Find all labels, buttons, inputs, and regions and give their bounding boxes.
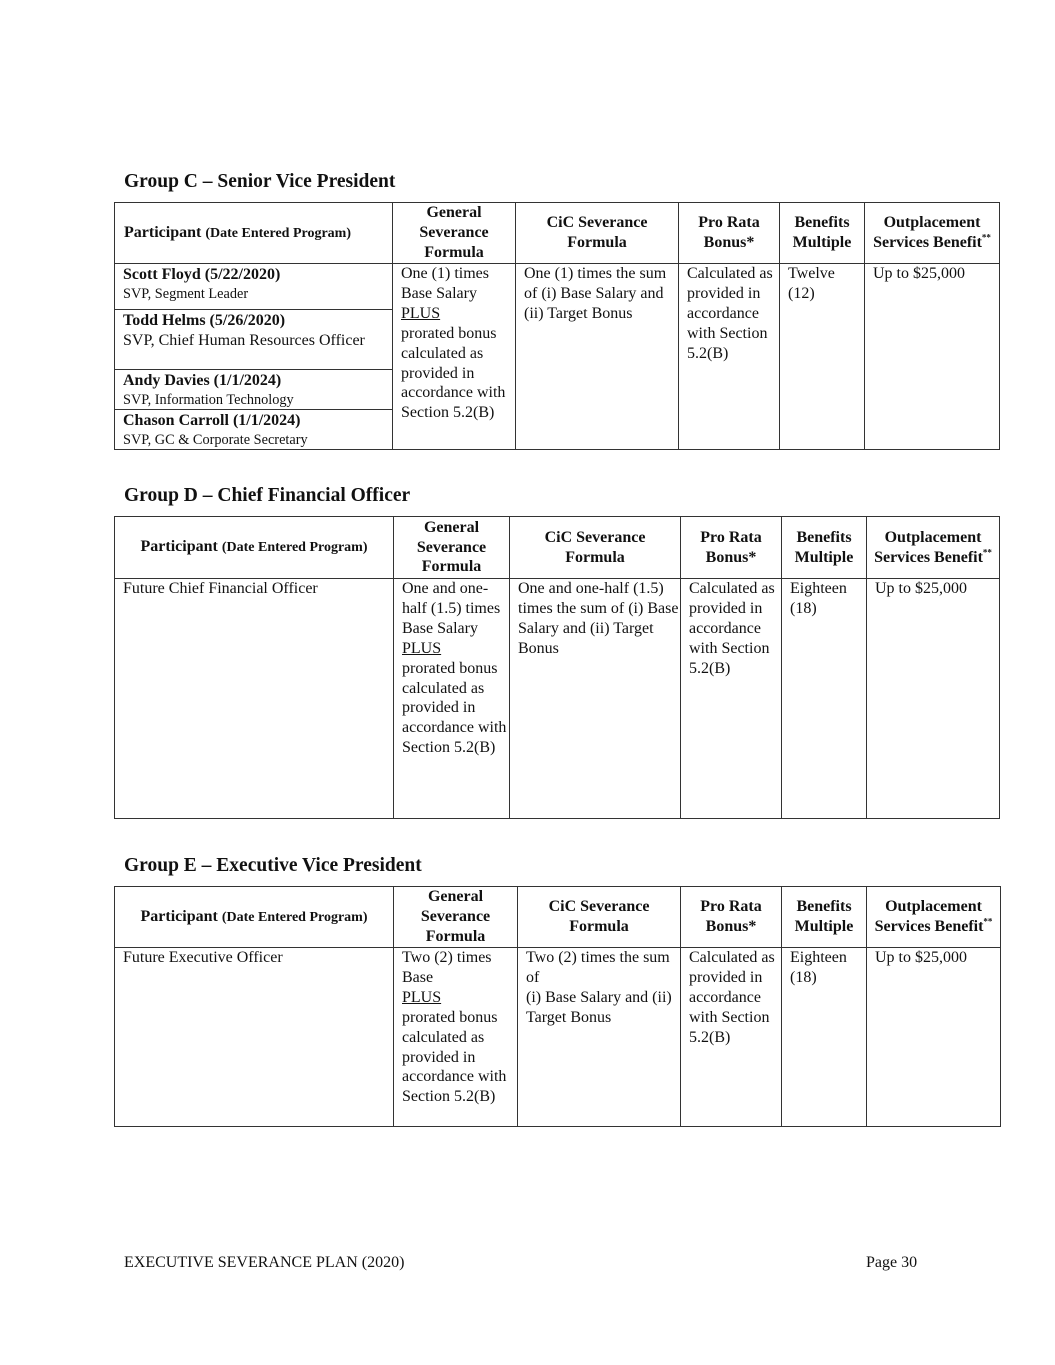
participant-header: Participant (Date Entered Program) — [115, 517, 394, 579]
general-severance-cell: Two (2) times Base PLUS prorated bonus calculated as provided in accordance with Section 5.2(B) — [394, 948, 518, 1127]
benefits-multiple-cell: Twelve (12) — [780, 264, 865, 450]
outplacement-cell: Up to $25,000 — [867, 579, 1000, 819]
cic-severance-header: CiC Severance Formula — [516, 203, 679, 264]
cic-severance-header: CiC Severance Formula — [518, 887, 681, 948]
general-severance-cell: One (1) times Base Salary PLUS prorated bonus calculated as provided in accordance with Section 5.2(B) — [393, 264, 516, 450]
cic-severance-cell: One and one-half (1.5) times the sum of (i) Base Salary and (ii) Target Bonus — [510, 579, 681, 819]
benefits-multiple-header: Benefits Multiple — [782, 517, 867, 579]
header-row — [115, 887, 1001, 948]
outplacement-header: Outplacement Services Benefit** — [865, 203, 1000, 264]
participant-cell: Todd Helms (5/26/2020) SVP, Chief Human Resources Officer — [115, 310, 393, 370]
table-row — [115, 579, 1000, 819]
participant-cell: Scott Floyd (5/22/2020) SVP, Segment Leader — [115, 264, 393, 310]
cic-severance-cell: One (1) times the sum of (i) Base Salary and (ii) Target Bonus — [516, 264, 679, 450]
pro-rata-cell: Calculated as provided in accordance with Section 5.2(B) — [681, 948, 782, 1127]
general-severance-header: General Severance Formula — [394, 517, 510, 579]
outplacement-header: Outplacement Services Benefit** — [867, 887, 1001, 948]
benefits-multiple-header: Benefits Multiple — [780, 203, 865, 264]
benefits-multiple-cell: Eighteen (18) — [782, 948, 867, 1127]
table-row — [115, 948, 1001, 1127]
participant-header: Participant (Date Entered Program) — [115, 887, 394, 948]
group-d-table — [114, 516, 1000, 819]
pro-rata-cell: Calculated as provided in accordance with Section 5.2(B) — [679, 264, 780, 450]
page-number: Page 30 — [866, 1254, 918, 1271]
pro-rata-cell: Calculated as provided in accordance with Section 5.2(B) — [681, 579, 782, 819]
participant-header: Participant (Date Entered Program) — [115, 203, 393, 264]
benefits-multiple-header: Benefits Multiple — [782, 887, 867, 948]
general-severance-cell: One and one-half (1.5) times Base Salary PLUS prorated bonus calculated as provided in accordance with Section 5.2(B) — [394, 579, 510, 819]
pro-rata-header: Pro Rata Bonus* — [681, 887, 782, 948]
group-c-title: Group C – Senior Vice President — [124, 171, 396, 192]
group-d-title: Group D – Chief Financial Officer — [124, 485, 411, 506]
benefits-multiple-cell: Eighteen (18) — [782, 579, 867, 819]
cic-severance-header: CiC Severance Formula — [510, 517, 681, 579]
outplacement-cell: Up to $25,000 — [867, 948, 1001, 1127]
outplacement-header: Outplacement Services Benefit** — [867, 517, 1000, 579]
pro-rata-header: Pro Rata Bonus* — [679, 203, 780, 264]
header-row — [115, 203, 1000, 264]
group-e-table — [114, 886, 1001, 1127]
cic-severance-cell: Two (2) times the sum of (i) Base Salary and (ii) Target Bonus — [518, 948, 681, 1127]
general-severance-header: General Severance Formula — [393, 203, 516, 264]
general-severance-header: General Severance Formula — [394, 887, 518, 948]
participant-cell: Future Executive Officer — [115, 948, 394, 1127]
header-row — [115, 517, 1000, 579]
pro-rata-header: Pro Rata Bonus* — [681, 517, 782, 579]
footer-title: EXECUTIVE SEVERANCE PLAN (2020) — [124, 1254, 405, 1271]
group-e-title: Group E – Executive Vice President — [124, 855, 422, 876]
participant-cell: Andy Davies (1/1/2024) SVP, Information Technology — [115, 370, 393, 410]
table-row — [115, 264, 1000, 310]
participant-cell: Chason Carroll (1/1/2024) SVP, GC & Corporate Secretary — [115, 409, 393, 449]
outplacement-cell: Up to $25,000 — [865, 264, 1000, 450]
group-c-table — [114, 202, 1000, 450]
participant-cell: Future Chief Financial Officer — [115, 579, 394, 819]
